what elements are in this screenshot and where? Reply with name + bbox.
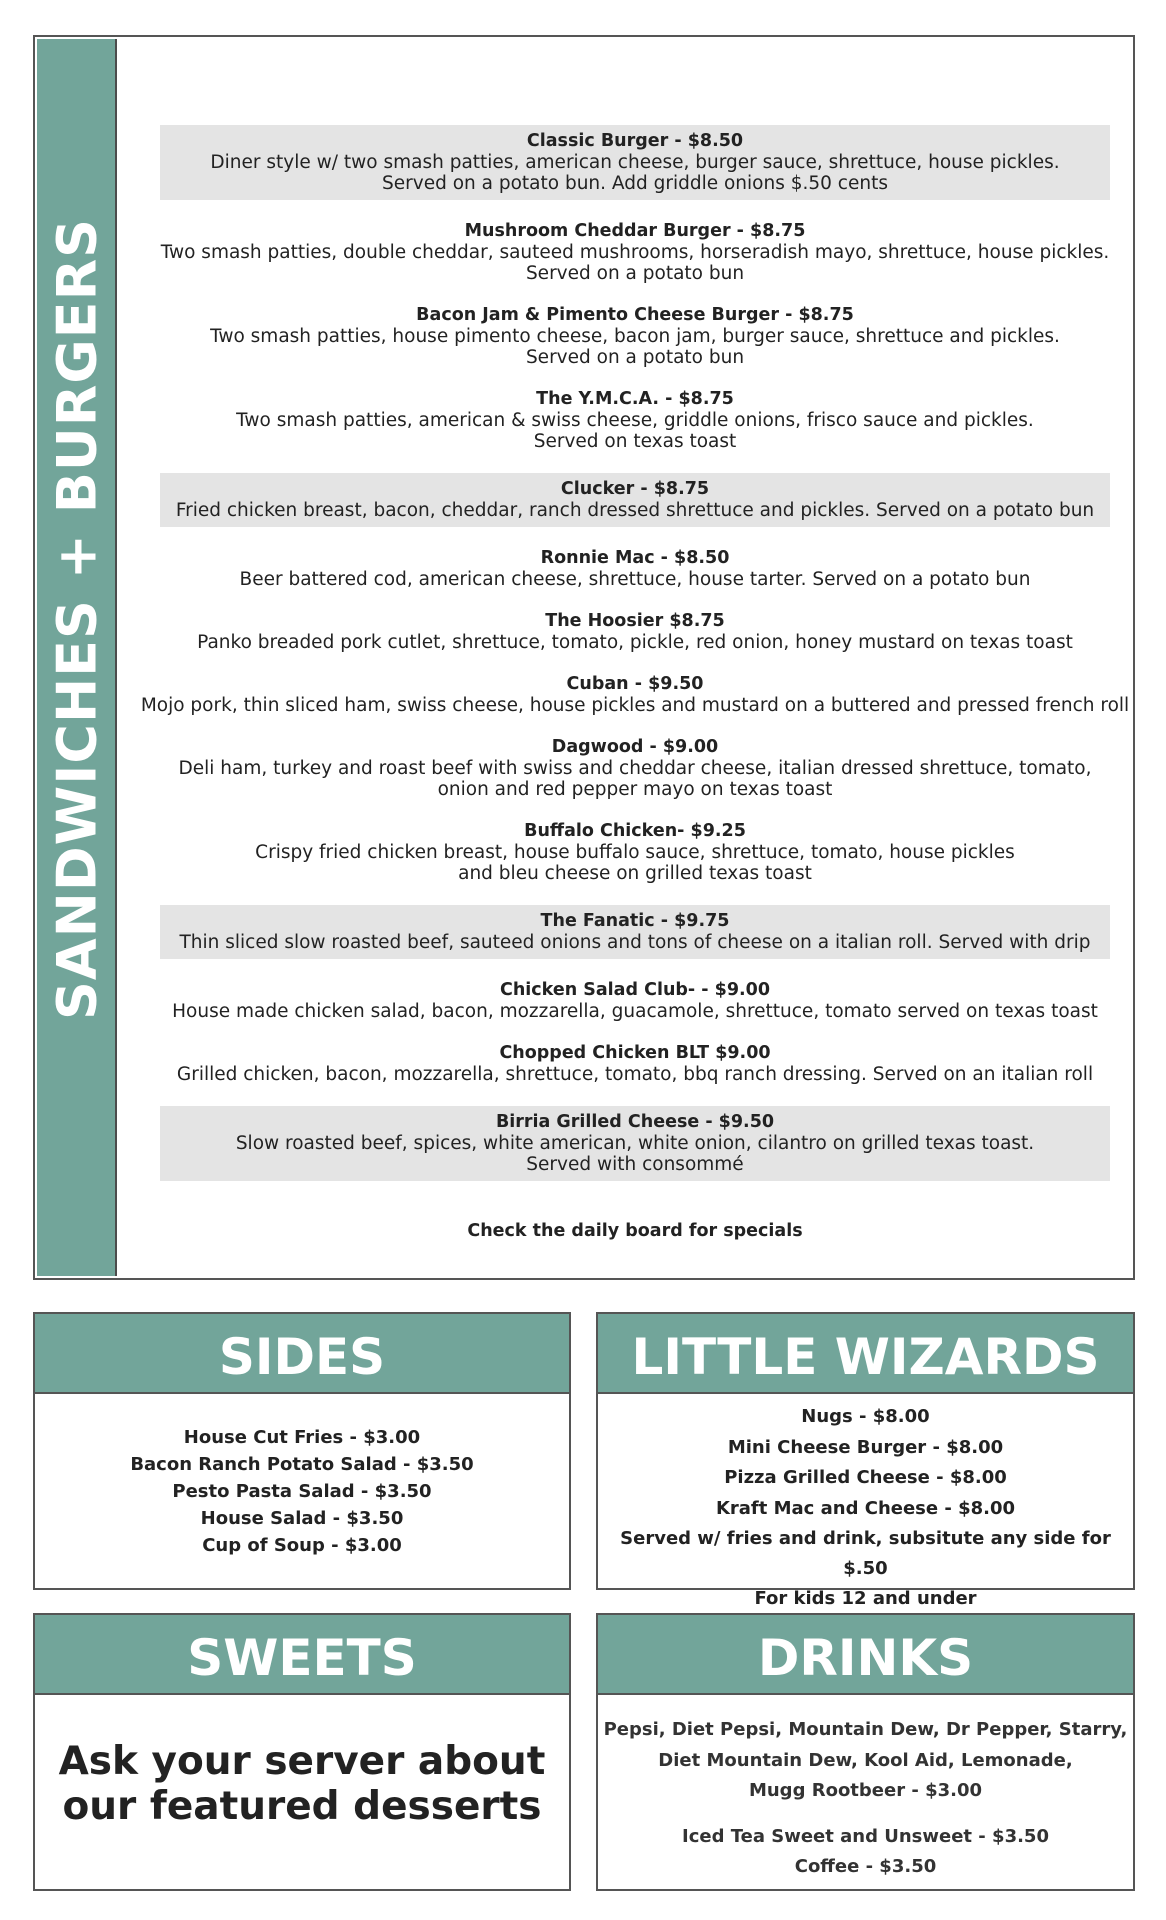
item-name: Birria Grilled Cheese - $9.50 [495,1112,775,1132]
sweets-title: SWEETS [35,1615,569,1695]
list-item: Coffee - $3.50 [794,1856,937,1877]
item-desc: Served on texas toast [533,431,737,452]
sides-list [35,1394,569,1559]
item-desc: Served on a potato bun [525,263,745,284]
item-desc: onion and red pepper mayo on texas toast [437,779,833,800]
item-name: The Y.M.C.A. - $8.75 [536,389,734,409]
item-desc: Grilled chicken, bacon, mozzarella, shrettuce, tomato, bbq ranch dressing. Served on an italian roll [176,1064,1094,1085]
list-item: Mini Cheese Burger - $8.00 [727,1436,1004,1458]
item-name: Clucker - $8.75 [560,479,710,499]
item-desc: Diner style w/ two smash patties, american cheese, burger sauce, shrettuce, house pickles. [210,152,1060,173]
sandwiches-title: SANDWICHES + BURGERS [45,217,109,1021]
item-desc: Two smash patties, american & swiss cheese, griddle onions, frisco sauce and pickles. [236,410,1034,431]
item-desc: and bleu cheese on grilled texas toast [458,863,812,884]
list-item: Iced Tea Sweet and Unsweet - $3.50 [682,1825,1049,1847]
list-item: House Cut Fries - $3.00 [183,1427,421,1448]
list-item: Diet Mountain Dew, Kool Aid, Lemonade, [658,1749,1073,1771]
menu-item [160,821,1110,884]
item-name: Mushroom Cheddar Burger - $8.75 [464,221,806,241]
menu-item [160,1043,1110,1085]
sides-panel [33,1312,571,1590]
menu-item [160,905,1110,959]
menu-item [160,980,1110,1022]
item-name: Cuban - $9.50 [566,674,704,694]
item-desc: Crispy fried chicken breast, house buffalo sauce, shrettuce, tomato, house pickles [255,842,1015,863]
list-item: Pizza Grilled Cheese - $8.00 [724,1467,1007,1488]
menu-item [160,737,1110,800]
item-name: Chopped Chicken BLT $9.00 [499,1043,771,1063]
item-desc: Two smash patties, double cheddar, sauteed mushrooms, horseradish mayo, shrettuce, house pickles. [160,242,1110,263]
list-item: Cup of Soup - $3.00 [202,1535,402,1556]
kids-note: Served w/ fries and drink, subsitute any side for $.50 [620,1528,1111,1579]
menu-item [160,548,1110,590]
list-item: Pesto Pasta Salad - $3.50 [172,1481,432,1502]
little-wizards-title: LITTLE WIZARDS [598,1314,1133,1394]
sweets-panel [33,1613,571,1891]
list-item: Pepsi, Diet Pepsi, Mountain Dew, Dr Pepper, Starry, [603,1719,1128,1740]
item-desc: Mojo pork, thin sliced ham, swiss cheese, house pickles and mustard on a buttered and pressed french roll [140,695,1130,716]
item-name: Bacon Jam & Pimento Cheese Burger - $8.75 [416,305,854,325]
list-item: Nugs - $8.00 [801,1406,930,1427]
menu-item [160,389,1110,452]
item-desc: Thin sliced slow roasted beef, sauteed onions and tons of cheese on a italian roll. Served with drip [179,932,1091,953]
section-side-band [37,39,117,1276]
item-name: Chicken Salad Club- - $9.00 [500,980,770,1000]
drinks-title: DRINKS [598,1615,1133,1695]
sweets-text [35,1695,569,1829]
sides-title: SIDES [35,1314,569,1394]
list-item: House Salad - $3.50 [200,1508,404,1529]
item-name: Ronnie Mac - $8.50 [540,548,730,568]
drinks-list [598,1695,1133,1883]
menu-item [160,1106,1110,1181]
menu-item [160,305,1110,368]
item-desc: Slow roasted beef, spices, white american, white onion, cilantro on grilled texas toast. [235,1133,1035,1154]
item-desc: Two smash patties, house pimento cheese, bacon jam, burger sauce, shrettuce and pickles. [210,326,1060,347]
sandwiches-section [33,35,1135,1280]
sweets-line-2: our featured desserts [62,1784,542,1829]
item-desc: Beer battered cod, american cheese, shrettuce, house tarter. Served on a potato bun [239,569,1031,590]
item-name: The Fanatic - $9.75 [540,911,730,931]
item-desc: Served with consommé [526,1154,744,1175]
item-desc: Served on a potato bun. Add griddle onions $.50 cents [382,173,888,194]
list-item: Kraft Mac and Cheese - $8.00 [715,1497,1016,1519]
item-desc: Fried chicken breast, bacon, cheddar, ranch dressed shrettuce and pickles. Served on a potato bun [175,500,1095,521]
menu-item [160,125,1110,200]
item-name: Dagwood - $9.00 [551,737,719,757]
item-name: Classic Burger - $8.50 [526,131,744,151]
little-wizards-list [598,1394,1133,1614]
sandwiches-list [140,125,1130,1241]
menu-item [160,611,1110,653]
item-name: Buffalo Chicken- $9.25 [524,821,746,841]
list-item: Mugg Rootbeer - $3.00 [748,1780,983,1801]
item-name: The Hoosier $8.75 [545,611,725,631]
sweets-line-1: Ask your server about [58,1739,546,1784]
item-desc: Served on a potato bun [525,347,745,368]
item-desc: Deli ham, turkey and roast beef with swiss and cheddar cheese, italian dressed shrettuce, tomato, [178,758,1092,779]
kids-age-note: For kids 12 and under [754,1588,977,1609]
item-desc: House made chicken salad, bacon, mozzarella, guacamole, shrettuce, tomato served on texas toast [172,1001,1098,1022]
drinks-panel [596,1613,1135,1891]
little-wizards-panel [596,1312,1135,1609]
menu-item [140,674,1130,716]
specials-note: Check the daily board for specials [467,1221,803,1241]
menu-item [160,473,1110,527]
menu-item [160,221,1110,284]
list-item: Bacon Ranch Potato Salad - $3.50 [130,1454,474,1475]
item-desc: Panko breaded pork cutlet, shrettuce, tomato, pickle, red onion, honey mustard on texas toast [197,632,1073,653]
